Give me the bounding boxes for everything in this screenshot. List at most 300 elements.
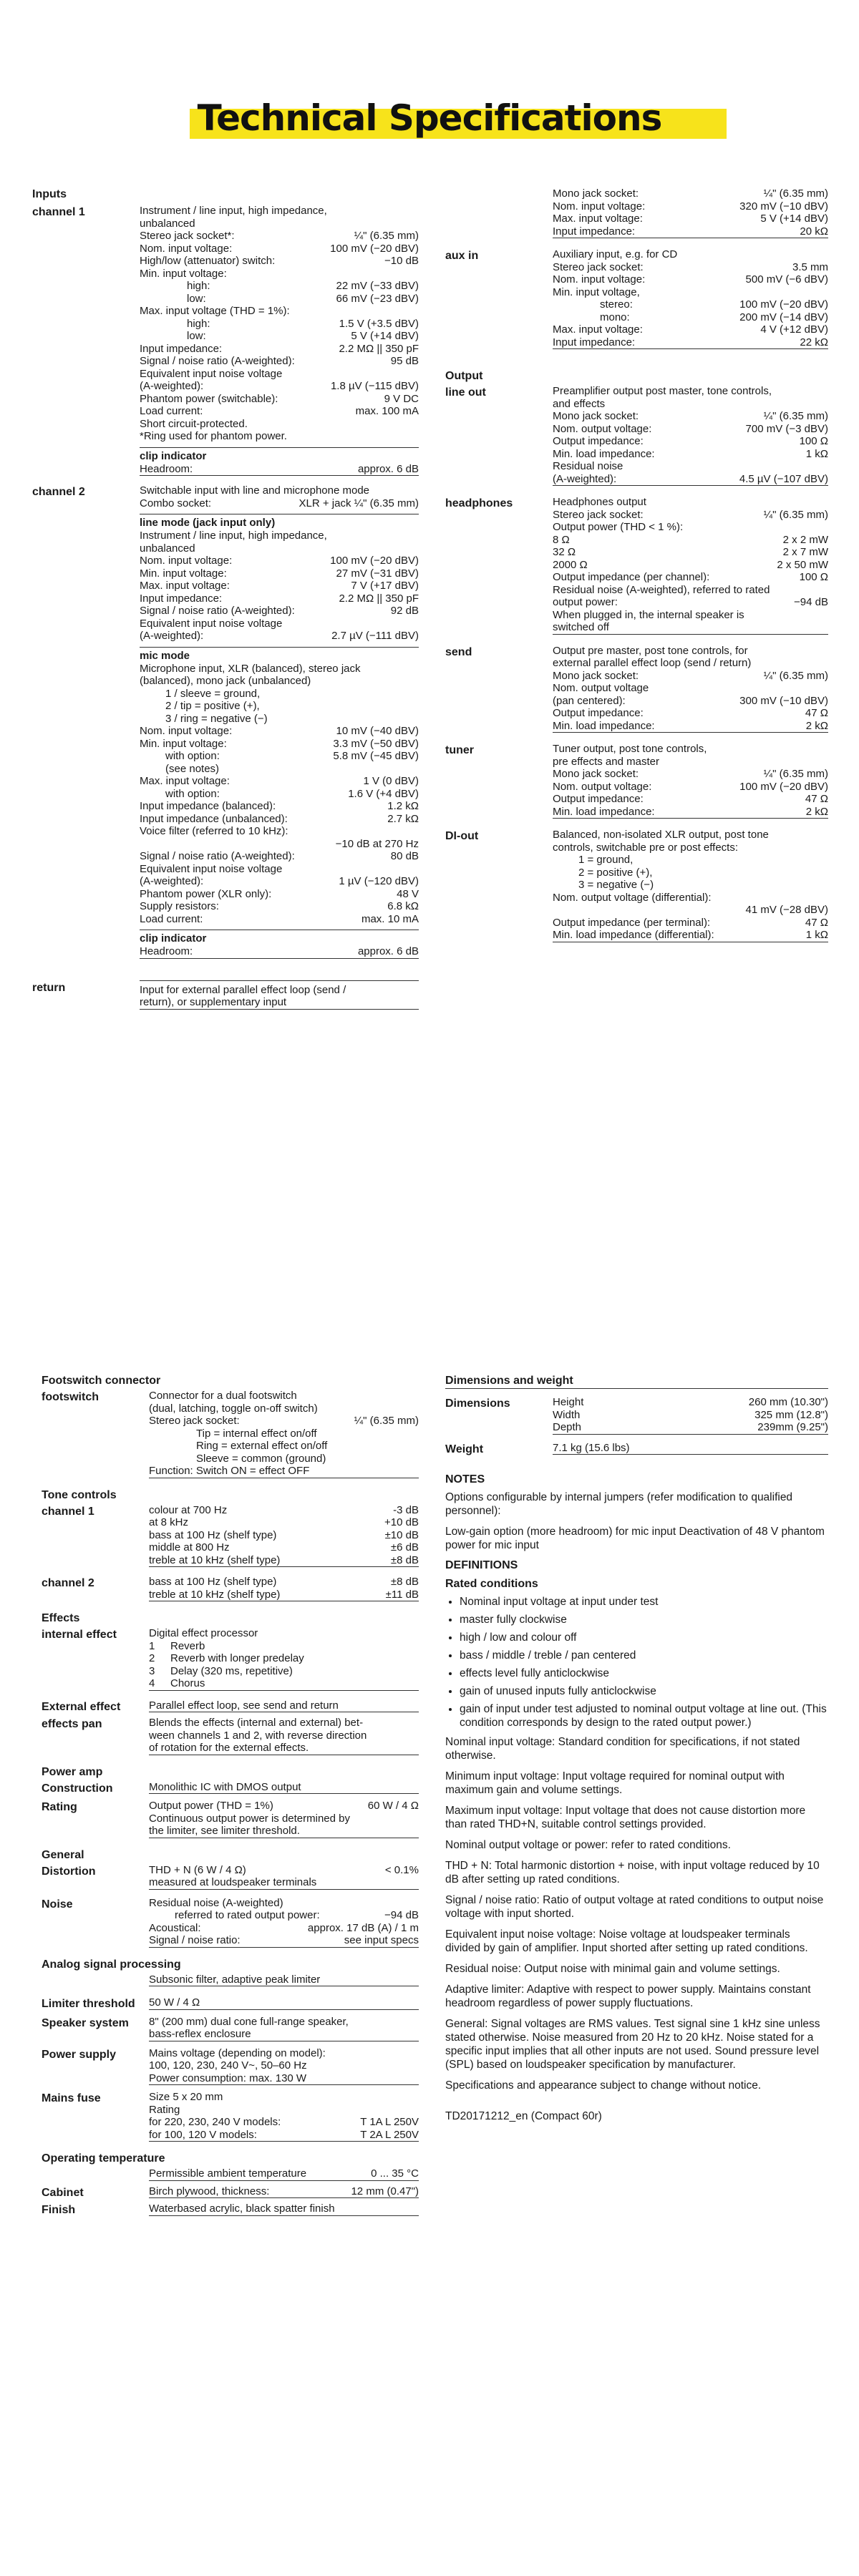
spec-value: 300 mV (−10 dBV) [739, 694, 828, 707]
spec-key: referred to rated output power: [175, 1909, 320, 1921]
spec-key: for 100, 120 V models: [149, 2128, 257, 2141]
spec-text: 2 / tip = positive (+), [165, 700, 260, 712]
spec-value: 92 dB [390, 605, 419, 617]
section-body [553, 1442, 828, 1455]
spec-row [553, 410, 828, 423]
notes-block [445, 1473, 828, 2123]
section-label: Construction [42, 1782, 113, 1795]
section-body [149, 1390, 419, 1478]
spec-text: and effects [553, 397, 606, 410]
spec-row [140, 592, 419, 605]
section-body [149, 2047, 419, 2086]
list-number: 4 [149, 1677, 155, 1689]
spec-value: 95 dB [390, 355, 419, 367]
spec-value: 3.5 mm [792, 260, 828, 273]
spec-text: 2 = positive (+), [578, 866, 653, 879]
spec-key: Output power (THD = 1%) [149, 1800, 273, 1812]
spec-value: ±11 dB [385, 1588, 419, 1601]
list-number: 2 [149, 1652, 155, 1664]
spec-value: 4.5 µV (−107 dBV) [739, 472, 828, 485]
group-heading: Analog signal processing [42, 1958, 181, 1971]
section-label: DI-out [445, 830, 479, 842]
spec-key: Max. input voltage: [553, 213, 643, 225]
spec-value: 12 mm (0.47") [351, 2185, 419, 2197]
spec-row [553, 904, 828, 917]
dimensions-notes-column [445, 1374, 828, 2130]
spec-text: Residual noise (A-weighted) [149, 1896, 283, 1909]
spec-key: Phantom power (switchable): [140, 392, 278, 405]
spec-row [140, 900, 419, 913]
spec-text: Short circuit-protected. [140, 417, 248, 430]
spec-key: bass at 100 Hz (shelf type) [149, 1528, 277, 1541]
spec-text: Power consumption: max. 130 W [149, 2072, 307, 2084]
list-item [149, 1652, 419, 1665]
spec-row [140, 230, 419, 243]
spec-row [553, 311, 828, 324]
section-label: tuner [445, 744, 474, 756]
general-column [42, 1374, 419, 2216]
spec-row [553, 534, 828, 547]
spec-value: 100 Ω [799, 435, 828, 447]
group-heading: Tone controls [42, 1488, 117, 1501]
spec-value: 4 V (+12 dBV) [760, 323, 828, 336]
spec-value: −10 dB [384, 255, 419, 267]
definitions-title: DEFINITIONS [445, 1559, 518, 1571]
section-label: Speaker system [42, 2016, 129, 2029]
spec-text: Input for external parallel effect loop (send / [140, 983, 346, 996]
section-body [553, 187, 828, 238]
spec-key: Output impedance: [553, 793, 644, 805]
spec-value: 22 kΩ [800, 336, 828, 348]
spec-row [149, 1504, 419, 1517]
spec-section [42, 1996, 419, 2010]
list-label: Reverb with longer predelay [170, 1652, 304, 1664]
section-body [149, 1996, 419, 2010]
spec-key: Input impedance: [140, 342, 223, 355]
spec-row [149, 1529, 419, 1542]
spec-text: Tip = internal effect on/off [196, 1427, 317, 1440]
spec-row [553, 261, 828, 274]
spec-value: 500 mV (−6 dBV) [745, 273, 828, 286]
spec-section [445, 496, 828, 635]
list-item [149, 1665, 419, 1678]
spec-text: Min. input voltage, [553, 286, 640, 298]
spec-value: 100 mV (−20 dBV) [330, 555, 419, 567]
group-heading: Dimensions and weight [445, 1374, 828, 1389]
spec-key: Nom. output voltage: [553, 780, 652, 793]
spec-text: measured at loudspeaker terminals [149, 1876, 317, 1888]
spec-key: Signal / noise ratio: [149, 1934, 241, 1946]
section-label: effects pan [42, 1718, 102, 1730]
spec-text: Sleeve = common (ground) [196, 1452, 326, 1465]
spec-value: 239mm (9.25") [757, 1421, 828, 1433]
spec-key: Input impedance: [553, 225, 636, 238]
spec-text: (balanced), mono jack (unbalanced) [140, 675, 311, 687]
spec-row [149, 1415, 419, 1428]
spec-key: middle at 800 Hz [149, 1541, 230, 1553]
spec-key: Load current: [140, 912, 203, 925]
spec-key: (pan centered): [553, 694, 626, 707]
note-paragraph: Low-gain option (more headroom) for mic input Deactivation of 48 V phantom power for mic input [445, 1526, 825, 1551]
spec-section [42, 2167, 419, 2181]
section-body [553, 385, 828, 486]
spec-key: output power: [553, 596, 618, 608]
spec-row [553, 448, 828, 461]
section-body [149, 1897, 419, 1948]
spec-section [445, 248, 828, 349]
spec-row [553, 213, 828, 225]
spec-row [553, 596, 828, 609]
spec-key: Headroom: [140, 945, 193, 957]
spec-key: Depth [553, 1421, 582, 1433]
spec-value: −94 dB [384, 1909, 419, 1921]
spec-value: 2.7 µV (−111 dBV) [331, 630, 419, 642]
spec-text: switched off [553, 621, 609, 633]
spec-key: Nom. input voltage: [140, 242, 233, 255]
spec-row [140, 888, 419, 901]
spec-text: pre effects and master [553, 755, 659, 768]
spec-text: Microphone input, XLR (balanced), stereo jack [140, 662, 361, 675]
spec-key: Combo socket: [140, 497, 212, 509]
spec-text: Tuner output, post tone controls, [553, 743, 707, 755]
spec-key: Phantom power (XLR only): [140, 887, 272, 900]
spec-text: 7.1 kg (15.6 lbs) [553, 1441, 630, 1454]
section-body [149, 1699, 419, 1713]
spec-key: Output impedance: [553, 435, 644, 447]
section-body [149, 2016, 419, 2041]
spec-key: 2000 Ω [553, 558, 588, 571]
spec-value: 700 mV (−3 dBV) [745, 422, 828, 435]
spec-row [140, 255, 419, 268]
group-heading: Effects [42, 1612, 80, 1624]
spec-row [140, 725, 419, 738]
spec-key: at 8 kHz [149, 1516, 189, 1528]
spec-text: 1 / sleeve = ground, [165, 687, 261, 700]
spec-row [140, 850, 419, 863]
spec-row [553, 806, 828, 819]
spec-key: Input impedance: [140, 592, 223, 605]
spec-key: (A-weighted): [140, 630, 204, 642]
spec-text: Equivalent input noise voltage [140, 617, 283, 630]
spec-value: 1.2 kΩ [387, 800, 419, 812]
spec-row [140, 405, 419, 418]
spec-section [42, 1800, 419, 1838]
section-body [140, 205, 419, 476]
spec-text: Function: Switch ON = effect OFF [149, 1465, 310, 1477]
spec-row [553, 929, 828, 942]
section-label: channel 2 [32, 486, 85, 498]
spec-key: (A-weighted): [140, 875, 204, 887]
section-body [149, 1974, 419, 1987]
rated-conditions-title: Rated conditions [445, 1578, 538, 1590]
spec-key: Max. input voltage: [553, 323, 643, 336]
spec-row [140, 788, 419, 801]
group-heading: Power amp [42, 1765, 103, 1778]
spec-row [140, 293, 419, 306]
definition-paragraph: Signal / noise ratio: Ratio of output voltage at rated conditions to output noise voltage with input shorted. [445, 1894, 824, 1920]
spec-value: 5 V (+14 dBV) [351, 330, 419, 342]
spec-section [42, 1974, 419, 1987]
spec-row [553, 793, 828, 806]
spec-section [445, 1396, 828, 1435]
spec-text: Output pre master, post tone controls, for [553, 644, 748, 657]
spec-value: 2 x 50 mW [777, 558, 828, 571]
section-label: Power supply [42, 2048, 117, 2061]
section-label: internal effect [42, 1629, 117, 1641]
spec-value: 100 mV (−20 dBV) [739, 298, 828, 311]
spec-value: 7 V (+17 dBV) [351, 580, 419, 592]
spec-row [140, 243, 419, 255]
section-body [553, 645, 828, 733]
spec-key: Nom. output voltage: [553, 422, 652, 435]
spec-section [42, 2091, 419, 2142]
spec-section [42, 2202, 419, 2216]
spec-value: ±6 dB [390, 1541, 419, 1553]
spec-value: -3 dB [393, 1503, 419, 1516]
spec-section [445, 385, 828, 486]
spec-row [149, 1864, 419, 1877]
spec-text: 3 = negative (−) [578, 879, 654, 891]
spec-text: bass-reflex enclosure [149, 2028, 251, 2040]
spec-key: Stereo jack socket*: [140, 230, 235, 242]
spec-key: with option: [165, 750, 220, 762]
spec-key: Output impedance (per channel): [553, 571, 710, 583]
spec-row [140, 813, 419, 826]
spec-value: 27 mV (−31 dBV) [336, 567, 419, 580]
spec-row [553, 1409, 828, 1422]
section-label: channel 1 [32, 206, 85, 218]
spec-value: 80 dB [390, 850, 419, 862]
spec-row [553, 298, 828, 311]
spec-value: 47 Ω [805, 793, 828, 805]
spec-key: Min. load impedance: [553, 719, 655, 732]
spec-text: When plugged in, the internal speaker is [553, 608, 744, 621]
spec-text: Nom. output voltage (differential): [553, 891, 712, 904]
spec-key: Nom. input voltage: [553, 273, 646, 286]
spec-text: 100, 120, 230, 240 V~, 50–60 Hz [149, 2059, 307, 2072]
section-body [149, 1504, 419, 1568]
section-body [149, 2202, 419, 2216]
spec-key: Output impedance (per terminal): [553, 916, 711, 929]
group-heading: Output [445, 370, 483, 382]
spec-row [149, 2167, 419, 2180]
spec-value: 0 ... 35 °C [371, 2167, 419, 2180]
spec-row [553, 225, 828, 238]
spec-row [140, 580, 419, 592]
spec-text: external parallel effect loop (send / return) [553, 657, 752, 669]
spec-row [553, 509, 828, 522]
section-body [149, 1864, 419, 1890]
inputs-column [32, 187, 419, 1010]
spec-value: 1 V (0 dBV) [363, 775, 419, 787]
section-body [149, 1781, 419, 1795]
spec-row [140, 330, 419, 343]
spec-row [149, 2116, 419, 2129]
spec-value: ¼" (6.35 mm) [763, 508, 828, 521]
spec-row [553, 670, 828, 683]
section-body [553, 248, 828, 349]
spec-row [553, 273, 828, 286]
spec-key: Input impedance (unbalanced): [140, 812, 288, 825]
spec-key: Mono jack socket: [553, 768, 639, 780]
spec-text: 50 W / 4 Ω [149, 1996, 200, 2009]
spec-row [553, 695, 828, 708]
group-heading: General [42, 1848, 84, 1861]
spec-key: Acoustical: [149, 1921, 201, 1934]
spec-row [149, 1541, 419, 1554]
spec-key: treble at 10 kHz (shelf type) [149, 1553, 281, 1566]
spec-text: Headphones output [553, 496, 646, 508]
spec-text: Nom. output voltage [553, 682, 649, 694]
spec-value: T 2A L 250V [360, 2128, 419, 2141]
section-body [553, 1396, 828, 1435]
spec-row [553, 473, 828, 486]
notes-title: NOTES [445, 1473, 485, 1485]
spec-value: 6.8 kΩ [387, 900, 419, 912]
spec-text: unbalanced [140, 542, 195, 555]
spec-key: treble at 10 kHz (shelf type) [149, 1588, 281, 1601]
section-label: send [445, 645, 472, 658]
note-paragraph: Options configurable by internal jumpers (refer modification to qualified personnel): [445, 1491, 793, 1517]
spec-row [553, 917, 828, 930]
list-label: Delay (320 ms, repetitive) [170, 1664, 293, 1677]
spec-section [42, 1504, 419, 1568]
spec-text: Monolithic IC with DMOS output [149, 1780, 301, 1793]
section-label: Noise [42, 1898, 73, 1911]
section-label: Distortion [42, 1865, 96, 1878]
spec-value: see input specs [344, 1934, 419, 1946]
spec-key: high: [187, 280, 210, 292]
spec-section [42, 2016, 419, 2041]
spec-value: ¼" (6.35 mm) [354, 230, 419, 242]
spec-value: −94 dB [794, 596, 828, 608]
spec-text: Switchable input with line and microphone mode [140, 484, 370, 497]
spec-section [42, 1390, 419, 1478]
spec-key: Mono jack socket: [553, 669, 639, 682]
spec-value: 100 mV (−20 dBV) [330, 242, 419, 255]
spec-row [149, 1554, 419, 1567]
rated-condition-item: • high / low and colour off [460, 1631, 828, 1644]
spec-value: ¼" (6.35 mm) [763, 187, 828, 200]
spec-value: 41 mV (−28 dBV) [745, 904, 828, 916]
spec-value: 1.8 µV (−115 dBV) [330, 380, 419, 392]
section-body [149, 2185, 419, 2199]
rated-condition-item: • gain of input under test adjusted to nominal output voltage at line out. (This condition corresponds by design to the rated output power.) [460, 1702, 828, 1729]
spec-section [42, 1897, 419, 1948]
spec-row [140, 838, 419, 851]
spec-row [140, 630, 419, 643]
spec-key: Headroom: [140, 462, 193, 475]
section-label: Cabinet [42, 2186, 84, 2199]
spec-key: Input impedance: [553, 336, 636, 348]
spec-text: Mains voltage (depending on model): [149, 2046, 326, 2059]
rated-conditions-list [445, 1595, 828, 1729]
spec-key: Width [553, 1408, 581, 1421]
spec-value: 60 W / 4 Ω [367, 1800, 419, 1812]
page-title: Technical Specifications [197, 97, 662, 139]
spec-value: 5.8 mV (−45 dBV) [333, 750, 419, 762]
list-number: 1 [149, 1639, 155, 1652]
spec-row [140, 945, 419, 958]
spec-text: Size 5 x 20 mm [149, 2091, 223, 2103]
spec-row [553, 720, 828, 733]
spec-section [32, 205, 419, 476]
spec-row [553, 423, 828, 436]
spec-value: 5 V (+14 dBV) [760, 213, 828, 225]
spec-key: Nom. input voltage: [553, 200, 646, 213]
spec-section [445, 187, 828, 238]
spec-key: 8 Ω [553, 533, 570, 546]
spec-row [553, 187, 828, 200]
spec-row [553, 546, 828, 559]
spec-key: Input impedance (balanced): [140, 800, 276, 812]
spec-key: Mono jack socket: [553, 187, 639, 200]
spec-section [42, 2047, 419, 2086]
section-body [553, 829, 828, 942]
spec-key: THD + N (6 W / 4 Ω) [149, 1863, 246, 1876]
list-item [149, 1677, 419, 1690]
spec-text: *Ring used for phantom power. [140, 430, 287, 442]
spec-key: Min. load impedance (differential): [553, 929, 714, 941]
spec-value: 2 x 2 mW [782, 533, 828, 546]
definition-paragraph: Maximum input voltage: Input voltage that does not cause distortion more than rated THD+N, suitable control settings provided. [445, 1805, 806, 1830]
spec-text: 3 / ring = negative (−) [165, 712, 268, 725]
spec-row [140, 280, 419, 293]
definition-paragraph: Nominal output voltage or power: refer to rated conditions. [445, 1839, 731, 1851]
spec-section [32, 484, 419, 959]
spec-key: Stereo jack socket: [149, 1415, 240, 1427]
section-body [553, 743, 828, 819]
spec-text: Min. input voltage: [140, 267, 227, 280]
spec-text: Equivalent input noise voltage [140, 862, 283, 875]
section-label: channel 1 [42, 1505, 94, 1518]
spec-value: 9 V DC [384, 392, 419, 405]
spec-text: return), or supplementary input [140, 996, 287, 1008]
spec-row [553, 1421, 828, 1434]
spec-value: 2.2 MΩ || 350 pF [339, 592, 419, 605]
spec-text: of rotation for the external effects. [149, 1742, 309, 1754]
section-label: Mains fuse [42, 2092, 101, 2104]
spec-row [140, 913, 419, 926]
spec-text: the limiter, see limiter threshold. [149, 1825, 300, 1837]
spec-section [42, 1699, 419, 1713]
spec-row [140, 605, 419, 618]
spec-value: 1 µV (−120 dBV) [339, 875, 419, 887]
spec-text: Output power (THD < 1 %): [553, 521, 684, 533]
spec-key: Supply resistors: [140, 900, 219, 912]
spec-text: Voice filter (referred to 10 kHz): [140, 825, 288, 837]
spec-row [149, 1516, 419, 1529]
spec-row [140, 497, 419, 510]
spec-key: with option: [165, 787, 220, 800]
spec-value: ±8 dB [390, 1576, 419, 1588]
spec-text: Auxiliary input, e.g. for CD [553, 248, 678, 260]
definition-paragraph: Specifications and appearance subject to change without notice. [445, 2079, 762, 2092]
section-label: Finish [42, 2204, 76, 2216]
spec-row [149, 1922, 419, 1935]
section-body [149, 1717, 419, 1755]
spec-key: Output impedance: [553, 707, 644, 719]
spec-key: (A-weighted): [553, 472, 617, 485]
section-label: Limiter threshold [42, 1998, 135, 2010]
spec-value: approx. 17 dB (A) / 1 m [307, 1921, 419, 1934]
spec-key: for 220, 230, 240 V models: [149, 2116, 281, 2128]
spec-section [32, 980, 419, 1010]
spec-text: Connector for a dual footswitch [149, 1390, 297, 1402]
spec-text: Ring = external effect on/off [196, 1440, 328, 1452]
spec-value: 2 x 7 mW [782, 546, 828, 558]
spec-section [42, 2185, 419, 2199]
